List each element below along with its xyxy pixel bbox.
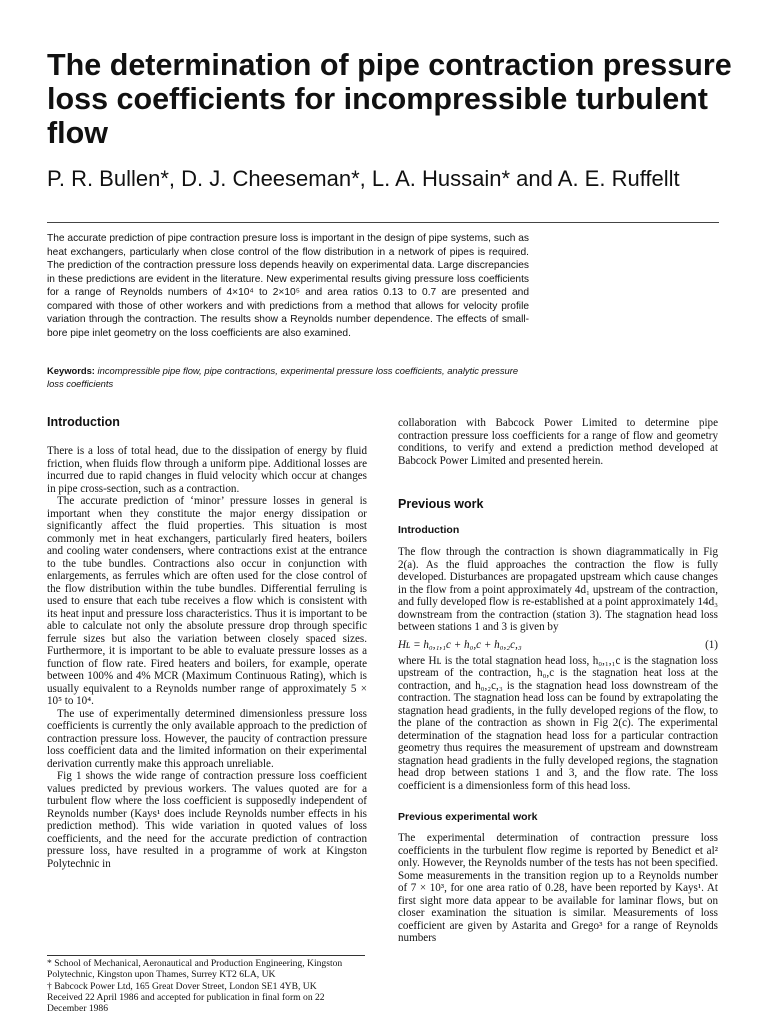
article-title: The determination of pipe contraction pressure loss coefficients for incompressible turbulent flow	[47, 48, 732, 150]
footnote-affiliation-2: † Babcock Power Ltd, 165 Great Dover Street, London SE1 4YB, UK	[47, 980, 317, 992]
paragraph: The experimental determination of contraction pressure loss coefficients in the turbulent flow regime is reported by Benedict et al² only. However, the Reynolds number of the tests has not been specified. Some measurements in the transition region up to a Reynolds number of 7 × 10³, for one area ratio of 0.28, have been reported by Kays¹. At first sight more data appear to be available for laminar flows, but on closer examination the situation is similar. Measurements of loss coefficient are given by Astarita and Grego³ for a range of Reynolds numbers	[398, 832, 718, 944]
footnote-affiliation-1: * School of Mechanical, Aeronautical and Production Engineering, Kingston Polytechnic, Kingston upon Thames, Surrey KT2 6LA, UK	[47, 958, 343, 981]
paragraph: There is a loss of total head, due to the dissipation of energy by fluid friction, when fluids flow through a uniform pipe. Additional losses are incurred due to rapid changes in fluid velocity which occur at changes in pipe cross-section, such as a contraction.	[47, 445, 367, 495]
footnote-divider	[47, 955, 365, 956]
header-divider	[47, 222, 719, 223]
equation-expression: Hʟ = h₀,₁,₁c + h₀,c + h₀,₂c,₃	[398, 638, 522, 651]
paragraph: Fig 1 shows the wide range of contraction pressure loss coefficient values predicted by previous workers. The values quoted are for a turbulent flow where the loss coefficient is supposedly independent of Reynolds number (Kays¹ does include Reynolds number effects in his prediction method). This wide variation in quoted values of loss coefficients, and the need for the accurate prediction of contraction pressure loss, have resulted in a programme of work at Kingston Polytechnic in	[47, 770, 367, 870]
footnotes	[47, 958, 365, 1014]
paragraph: The flow through the contraction is shown diagrammatically in Fig 2(a). As the fluid approaches the contraction the flow is fully developed. Disturbances are propagated upstream which cause changes in the flow from a point approximately 4d₁ upstream of the contraction, and fully developed flow is re-established at a point approximately 14d₃ downstream from the contraction (station 3). The stagnation head loss between stations 1 and 3 is given by	[398, 546, 718, 633]
paragraph: The use of experimentally determined dimensionless pressure loss coefficients is currently the only available approach to the prediction of contraction pressure loss. However, the paucity of contraction pressure loss coefficient data and the limited information on their experimental derivation currently make this approach unreliable.	[47, 707, 367, 770]
keywords-label: Keywords:	[47, 365, 95, 376]
author-list: P. R. Bullen*, D. J. Cheeseman*, L. A. Hussain* and A. E. Ruffellt	[47, 166, 680, 191]
equation-1	[398, 638, 718, 652]
right-column	[398, 417, 718, 945]
subsection-heading-introduction: Introduction	[398, 524, 460, 536]
keywords	[47, 365, 537, 390]
abstract: The accurate prediction of pipe contraction presure loss is important in the design of pipe systems, such as heat exchangers, particularly when close control of the flow distribution in a network of pipes is required. The prediction of the contraction pressure loss depends heavily on experimental data. Large discrepancies in these predictions are evident in the literature. New experimental results giving pressure loss coefficients for a range of Reynolds numbers of 4×10⁴ to 2×10⁵ and area ratios 0.13 to 0.7 are presented and compared with those of other workers and with predictions from a method that allows for velocity profile variation through the contraction. The results show a Reynolds number dependence. The effects of small-bore pipe inlet geometry on the loss coefficients are also examined.	[47, 233, 529, 339]
paragraph: where Hʟ is the total stagnation head loss, h₀,₁,₁c is the stagnation loss upstream of the contraction, h₀,c is the stagnation heat loss at the contraction, and h₀,₂c,₃ is the stagnation head loss downstream of the contraction. The stagnation head loss can be found by extrapolating the stagnation head gradients, in the fully developed regions of the flow, to the plane of the contraction as shown in Fig 2(c). The experimental determination of the stagnation head loss for a particular contraction geometry thus requires the measurement of upstream and downstream stagnation head gradients in the fully developed regions, the stagnation head drop between stations 1 and 3, and the flow rate. The loss coefficient is a dimensionless form of this head loss.	[398, 654, 718, 792]
subsection-heading-previous-experimental-work: Previous experimental work	[398, 811, 538, 823]
keywords-text: incompressible pipe flow, pipe contractions, experimental pressure loss coefficients, analytic pressure loss coefficients	[47, 365, 519, 389]
section-heading-previous-work: Previous work	[398, 497, 484, 511]
footnote-received: Received 22 April 1986 and accepted for publication in final form on 22 December 1986	[47, 991, 325, 1015]
paragraph: The accurate prediction of ‘minor’ pressure losses in general is important when they constitute the major energy dissipation or significantly affect the fluid properties. This situation is most commonly met in heat exchangers, particularly fired heaters, boilers and cooling water condensers, where contractions exist at the entrance to the tube bundles. Contractions also occur in conjunction with enlargements, as ferrules which are often used for the close control of the flow distribution within the tube bundles. Differential ferruling is used to ensure that each tube receives a flow which is consistent with its heat input and pressure loss characteristics. Thus it is important to be able to calculate not only the absolute pressure drop through specific ferrule sizes but also the variation between closely spaced sizes. Furthermore, it is important to be able to evaluate pressure losses as a function of flow rate. Fired heaters and boilers, for example, operate between 100% and 4% MCR (Maximum Continuous Rating), which is usually equivalent to a Reynolds number range of approximately 5 × 10⁵ to 10⁴.	[47, 495, 367, 707]
equation-number: (1)	[705, 638, 718, 651]
section-heading-introduction: Introduction	[47, 415, 120, 429]
left-column	[47, 414, 367, 870]
paragraph-continuation: collaboration with Babcock Power Limited to determine pipe contraction pressure loss coefficients for a range of flow and geometry conditions, to verify and extend a prediction method developed at Babcock Power Limited and presented herein.	[398, 417, 718, 467]
